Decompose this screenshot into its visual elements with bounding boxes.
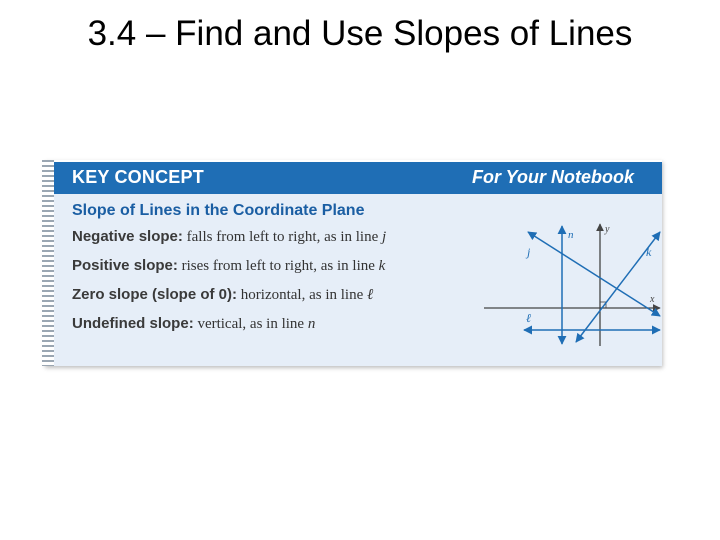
undefined-slope-term: Undefined slope	[72, 315, 189, 332]
negative-slope-term: Negative slope	[72, 228, 178, 245]
undefined-slope-row	[72, 315, 315, 333]
line-j	[528, 232, 660, 316]
label-x: x	[650, 294, 655, 305]
positive-slope-var: k	[378, 258, 386, 274]
card-header	[54, 162, 662, 194]
label-j: j	[527, 245, 531, 259]
key-concept-card	[44, 160, 662, 366]
label-l: ℓ	[526, 311, 531, 325]
slide-title: 3.4 – Find and Use Slopes of Lines	[87, 14, 633, 53]
negative-slope-var: j	[382, 229, 387, 245]
row-separator: :	[188, 315, 194, 332]
zero-slope-var: ℓ	[367, 287, 374, 303]
row-separator: :	[172, 257, 178, 274]
card-body	[54, 194, 662, 366]
card-subheading: Slope of Lines in the Coordinate Plane	[72, 202, 365, 219]
label-n: n	[568, 229, 574, 241]
row-separator: :	[232, 286, 238, 303]
zero-slope-term: Zero slope (slope of 0)	[72, 286, 233, 303]
undefined-slope-var: n	[307, 316, 316, 332]
undefined-slope-text: vertical, as in line	[193, 316, 308, 332]
row-separator: :	[177, 228, 183, 245]
negative-slope-row	[72, 228, 386, 246]
label-k: k	[646, 245, 652, 259]
positive-slope-term: Positive slope	[72, 257, 173, 274]
label-y: y	[605, 224, 610, 235]
positive-slope-row	[72, 257, 385, 275]
for-your-notebook-label: For Your Notebook	[472, 167, 634, 187]
notebook-spiral-binding	[42, 160, 54, 366]
positive-slope-text: rises from left to right, as in line	[177, 258, 379, 274]
zero-slope-row	[72, 286, 373, 304]
key-concept-label: KEY CONCEPT	[72, 167, 204, 187]
negative-slope-text: falls from left to right, as in line	[182, 229, 382, 245]
zero-slope-text: horizontal, as in line	[237, 287, 367, 303]
slope-lines-graph	[478, 218, 662, 348]
